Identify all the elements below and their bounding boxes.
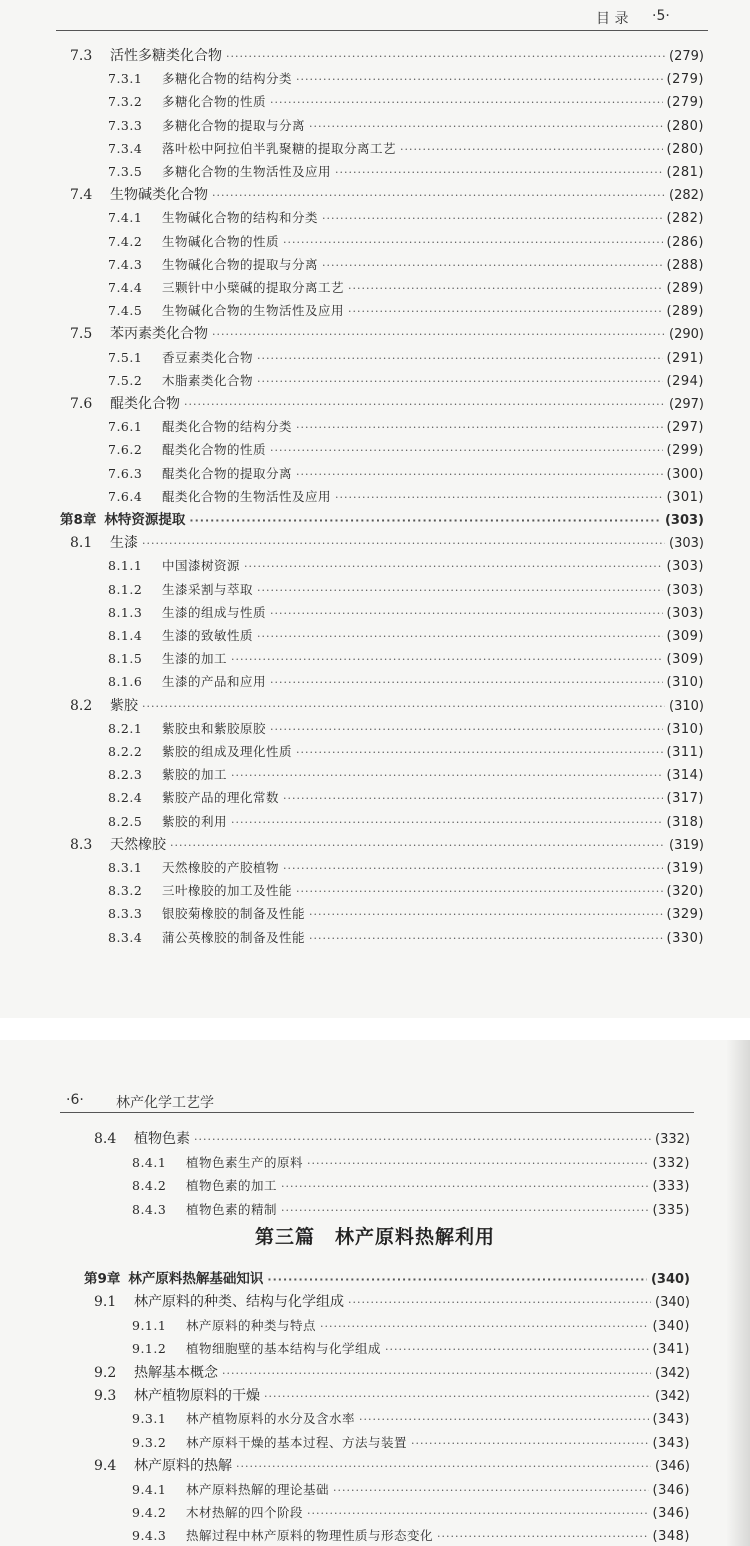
dot-leader <box>400 139 663 161</box>
toc-subsection-entry <box>108 625 704 647</box>
entry-number: 8.4.2 <box>132 1178 167 1193</box>
entry-number: 7.6.4 <box>108 488 143 504</box>
toc-subsection-entry <box>108 486 704 508</box>
toc-section-entry <box>70 323 704 345</box>
entry-title: 多糖化合物的结构分类 <box>162 71 293 87</box>
dot-leader <box>309 928 663 950</box>
toc-subsection-entry <box>108 764 704 786</box>
page-header-number: ·5· <box>652 8 670 24</box>
entry-number: 8.4 <box>94 1131 117 1147</box>
entry-number: 第9章 <box>84 1271 121 1287</box>
entry-title: 生漆的加工 <box>162 651 228 667</box>
entry-number: 8.2.2 <box>108 744 143 759</box>
toc-section-entry <box>70 532 704 554</box>
toc-chapter-entry <box>60 509 704 531</box>
entry-title: 紫胶的组成及理化性质 <box>162 744 293 759</box>
dot-leader <box>212 185 665 207</box>
entry-page: (348) <box>652 1529 690 1545</box>
entry-title: 紫胶虫和紫胶原胶 <box>162 720 267 736</box>
entry-number: 8.4.1 <box>132 1154 167 1170</box>
dot-leader <box>257 580 663 602</box>
dot-leader <box>307 1503 649 1525</box>
entry-page: (303) <box>664 513 704 528</box>
entry-title: 醌类化合物的提取分离 <box>162 465 293 481</box>
toc-subsection-entry <box>108 439 704 461</box>
toc-subsection-entry <box>108 787 704 809</box>
entry-title: 生漆的产品和应用 <box>162 674 267 690</box>
dot-leader <box>257 348 663 370</box>
toc-subsection-entry <box>108 138 704 160</box>
entry-title: 苯丙素类化合物 <box>110 326 208 343</box>
entry-number: 8.1.6 <box>108 674 143 690</box>
entry-number: 8.3.1 <box>108 860 143 875</box>
entry-title: 紫胶 <box>110 697 138 714</box>
entry-title: 紫胶的加工 <box>162 767 228 783</box>
page-header-title: 林产化学工艺学 <box>116 1095 214 1111</box>
entry-page: (299) <box>666 443 704 459</box>
toc-section-entry <box>70 45 704 67</box>
entry-number: 9.4.2 <box>132 1505 167 1520</box>
entry-number: 9.2 <box>94 1364 117 1381</box>
entry-number: 8.4.3 <box>132 1201 167 1217</box>
entry-title: 热解基本概念 <box>134 1364 218 1381</box>
entry-number: 8.1.3 <box>108 604 143 620</box>
entry-page: (279) <box>666 72 704 88</box>
toc-subsection-entry <box>132 1432 690 1454</box>
entry-page: (317) <box>666 791 704 807</box>
entry-page: (297) <box>666 420 704 436</box>
entry-title: 林产原料的种类与特点 <box>186 1317 317 1333</box>
toc-subsection-entry <box>132 1479 690 1501</box>
toc-subsection-entry <box>132 1199 690 1221</box>
dot-leader <box>231 765 663 787</box>
entry-number: 9.4 <box>94 1458 117 1475</box>
entry-page: (330) <box>666 930 704 946</box>
toc-subsection-entry <box>132 1175 690 1197</box>
dot-leader <box>322 255 663 277</box>
toc-subsection-entry <box>108 347 704 369</box>
dot-leader <box>189 510 661 532</box>
entry-page: (297) <box>669 397 704 412</box>
entry-number: 第8章 <box>60 512 97 528</box>
entry-title: 多糖化合物的生物活性及应用 <box>162 164 332 179</box>
entry-page: (303) <box>666 559 704 575</box>
toc-subsection-entry <box>108 579 704 601</box>
entry-number: 7.3.1 <box>108 71 143 87</box>
entry-number: 7.6.1 <box>108 419 143 435</box>
entry-page: (319) <box>666 861 704 876</box>
dot-leader <box>231 812 663 834</box>
page-gap <box>0 1018 750 1040</box>
dot-leader <box>142 696 665 718</box>
entry-page: (319) <box>669 837 704 853</box>
dot-leader <box>270 719 663 741</box>
entry-title: 紫胶的利用 <box>162 813 228 829</box>
dot-leader <box>322 208 663 230</box>
toc-subsection-entry <box>108 231 704 253</box>
entry-title: 植物色素 <box>134 1131 190 1147</box>
dot-leader <box>359 1409 649 1431</box>
dot-leader <box>437 1526 649 1546</box>
entry-title: 植物色素生产的原料 <box>186 1154 304 1170</box>
dot-leader <box>184 394 665 416</box>
page-header-title: 目 录 <box>596 11 629 27</box>
entry-number: 8.1.4 <box>108 628 143 643</box>
dot-leader <box>222 1363 651 1385</box>
entry-number: 7.6 <box>70 396 93 412</box>
entry-page: (279) <box>666 95 704 111</box>
entry-page: (300) <box>666 466 704 482</box>
entry-page: (289) <box>666 281 704 296</box>
toc-subsection-entry <box>108 207 704 229</box>
entry-title: 生物碱化合物的提取与分离 <box>162 256 319 272</box>
dot-leader <box>170 835 665 857</box>
page-header-number: ·6· <box>66 1092 84 1108</box>
entry-number: 8.3.2 <box>108 883 143 899</box>
toc-subsection-entry <box>108 927 704 949</box>
entry-page: (280) <box>666 118 704 134</box>
entry-title: 林产原料热解基础知识 <box>128 1271 264 1287</box>
toc-subsection-entry <box>108 370 704 392</box>
entry-number: 7.6.3 <box>108 465 143 481</box>
entry-number: 8.1.1 <box>108 558 143 574</box>
dot-leader <box>270 92 663 114</box>
entry-title: 醌类化合物 <box>110 396 180 412</box>
toc-subsection-entry <box>108 416 704 438</box>
toc-subsection-entry <box>108 718 704 740</box>
entry-page: (343) <box>652 1435 690 1451</box>
entry-title: 生漆 <box>110 535 138 552</box>
toc-chapter-entry <box>84 1268 690 1290</box>
entry-page: (281) <box>666 165 704 180</box>
toc-subsection-entry <box>132 1338 690 1360</box>
entry-title: 中国漆树资源 <box>162 558 241 574</box>
entry-page: (335) <box>652 1202 690 1218</box>
entry-number: 7.4 <box>70 187 93 204</box>
entry-page: (340) <box>655 1295 690 1311</box>
entry-number: 9.3 <box>94 1388 117 1404</box>
entry-number: 9.4.3 <box>132 1528 167 1544</box>
entry-number: 9.3.1 <box>132 1411 167 1427</box>
toc-subsection-entry <box>108 857 704 879</box>
entry-page: (333) <box>652 1179 690 1194</box>
entry-number: 7.3.4 <box>108 140 143 156</box>
dot-leader <box>348 278 663 300</box>
entry-number: 7.5 <box>70 326 93 343</box>
entry-page: (303) <box>669 536 704 552</box>
toc-subsection-entry <box>108 91 704 113</box>
entry-title: 生物碱化合物的生物活性及应用 <box>162 303 345 319</box>
entry-number: 8.2.5 <box>108 813 143 829</box>
entry-number: 8.1.2 <box>108 581 143 597</box>
toc-subsection-entry <box>108 648 704 670</box>
dot-leader <box>309 904 663 926</box>
entry-page: (282) <box>666 211 704 227</box>
entry-title: 林产原料的种类、结构与化学组成 <box>134 1294 344 1311</box>
toc-section-entry <box>70 393 704 415</box>
entry-title: 生漆的组成与性质 <box>162 604 267 620</box>
dot-leader <box>296 417 663 439</box>
dot-leader <box>281 1176 649 1198</box>
toc-subsection-entry <box>108 741 704 763</box>
header-rule <box>60 1112 694 1113</box>
entry-page: (320) <box>666 884 704 900</box>
entry-number: 7.4.3 <box>108 256 143 272</box>
entry-number: 9.1 <box>94 1294 117 1311</box>
entry-title: 植物色素的加工 <box>186 1178 278 1193</box>
toc-subsection-entry <box>132 1502 690 1524</box>
dot-leader <box>411 1433 649 1455</box>
dot-leader <box>226 46 665 68</box>
toc-subsection-entry <box>132 1152 690 1174</box>
entry-number: 8.2 <box>70 697 93 714</box>
dot-leader <box>307 1153 649 1175</box>
dot-leader <box>212 324 665 346</box>
entry-page: (340) <box>650 1272 690 1287</box>
entry-title: 三叶橡胶的加工及性能 <box>162 883 293 899</box>
toc-section-entry <box>70 184 704 206</box>
dot-leader <box>309 116 663 138</box>
entry-title: 银胶菊橡胶的制备及性能 <box>162 906 306 922</box>
toc-subsection-entry <box>132 1525 690 1546</box>
entry-page: (286) <box>666 234 704 250</box>
entry-page: (341) <box>652 1342 690 1358</box>
toc-subsection-entry <box>108 68 704 90</box>
dot-leader <box>296 69 663 91</box>
toc-section-entry <box>94 1455 690 1477</box>
entry-title: 醌类化合物的结构分类 <box>162 419 293 435</box>
entry-title: 香豆素类化合物 <box>162 349 254 365</box>
entry-title: 生物碱化合物的结构和分类 <box>162 210 319 226</box>
dot-leader <box>244 556 663 578</box>
entry-number: 9.1.1 <box>132 1317 167 1333</box>
toc-section-entry <box>94 1128 690 1150</box>
dot-leader <box>270 672 663 694</box>
toc-section-entry <box>94 1362 690 1384</box>
toc-subsection-entry <box>108 254 704 276</box>
entry-page: (291) <box>666 350 704 366</box>
header-rule <box>56 30 708 31</box>
dot-leader <box>320 1316 649 1338</box>
entry-title: 天然橡胶 <box>110 836 166 853</box>
entry-number: 7.6.2 <box>108 442 143 458</box>
toc-subsection-entry <box>108 811 704 833</box>
entry-title: 木材热解的四个阶段 <box>186 1505 304 1520</box>
entry-page: (332) <box>652 1155 690 1171</box>
toc-subsection-entry <box>108 903 704 925</box>
entry-page: (342) <box>655 1365 690 1381</box>
entry-number: 7.5.2 <box>108 372 143 388</box>
toc-section-entry <box>70 834 704 856</box>
entry-title: 蒲公英橡胶的制备及性能 <box>162 929 306 945</box>
entry-title: 林产原料的热解 <box>134 1458 232 1475</box>
entry-number: 7.3.2 <box>108 94 143 110</box>
toc-subsection-entry <box>108 463 704 485</box>
dot-leader <box>296 464 663 486</box>
entry-title: 生物碱化合物的性质 <box>162 233 280 249</box>
entry-number: 7.4.4 <box>108 280 143 295</box>
dot-leader <box>264 1386 651 1408</box>
entry-number: 7.4.2 <box>108 233 143 249</box>
toc-page-6 <box>0 1040 750 1546</box>
dot-leader <box>257 371 663 393</box>
toc-subsection-entry <box>108 602 704 624</box>
entry-title: 落叶松中阿拉伯半乳聚糖的提取分离工艺 <box>162 140 397 156</box>
entry-title: 多糖化合物的性质 <box>162 94 267 110</box>
entry-page: (294) <box>666 373 704 389</box>
entry-title: 醌类化合物的生物活性及应用 <box>162 488 332 504</box>
dot-leader <box>385 1339 649 1361</box>
dot-leader <box>335 162 663 184</box>
entry-page: (309) <box>666 652 704 668</box>
entry-page: (288) <box>666 257 704 273</box>
entry-page: (346) <box>652 1506 690 1521</box>
entry-number: 8.3 <box>70 836 93 853</box>
entry-number: 8.2.4 <box>108 790 143 806</box>
toc-subsection-entry <box>132 1408 690 1430</box>
entry-page: (340) <box>652 1318 690 1334</box>
dot-leader <box>283 858 663 880</box>
entry-title: 热解过程中林产原料的物理性质与形态变化 <box>186 1528 434 1544</box>
entry-title: 林产原料热解的理论基础 <box>186 1481 330 1497</box>
entry-title: 林产植物原料的水分及含水率 <box>186 1411 356 1427</box>
entry-page: (310) <box>666 721 704 737</box>
entry-title: 生漆的致敏性质 <box>162 628 254 643</box>
entry-number: 8.2.3 <box>108 767 143 783</box>
entry-page: (346) <box>655 1459 690 1475</box>
entry-number: 7.5.1 <box>108 349 143 365</box>
toc-subsection-entry <box>108 671 704 693</box>
entry-page: (332) <box>655 1132 690 1147</box>
entry-page: (303) <box>666 605 704 621</box>
entry-number: 7.3 <box>70 48 93 64</box>
entry-title: 林产原料干燥的基本过程、方法与装置 <box>186 1434 408 1450</box>
entry-page: (280) <box>666 141 704 157</box>
entry-number: 8.1.5 <box>108 651 143 667</box>
entry-page: (309) <box>666 629 704 644</box>
entry-title: 多糖化合物的提取与分离 <box>162 117 306 133</box>
entry-number: 9.4.1 <box>132 1481 167 1497</box>
entry-page: (311) <box>666 745 704 760</box>
toc-subsection-entry <box>108 300 704 322</box>
dot-leader <box>236 1456 651 1478</box>
entry-page: (310) <box>666 675 704 691</box>
dot-leader <box>231 649 663 671</box>
entry-title: 植物色素的精制 <box>186 1201 278 1217</box>
dot-leader <box>267 1269 647 1291</box>
dot-leader <box>281 1200 649 1222</box>
entry-title: 生漆采割与萃取 <box>162 581 254 597</box>
entry-title: 木脂素类化合物 <box>162 372 254 388</box>
entry-page: (346) <box>652 1482 690 1498</box>
entry-title: 林产植物原料的干燥 <box>134 1388 260 1404</box>
entry-number: 7.4.5 <box>108 303 143 319</box>
entry-number: 7.4.1 <box>108 210 143 226</box>
entry-title: 三颗针中小檗碱的提取分离工艺 <box>162 280 345 295</box>
dot-leader <box>194 1129 651 1151</box>
page-edge-shadow <box>726 1040 750 1546</box>
dot-leader <box>296 742 663 764</box>
entry-title: 醌类化合物的性质 <box>162 442 267 458</box>
entry-page: (343) <box>652 1412 690 1428</box>
entry-number: 9.3.2 <box>132 1434 167 1450</box>
entry-page: (303) <box>666 582 704 598</box>
entry-page: (282) <box>669 188 704 204</box>
dot-leader <box>335 487 663 509</box>
toc-subsection-entry <box>108 115 704 137</box>
entry-number: 9.1.2 <box>132 1341 167 1357</box>
entry-page: (314) <box>666 768 704 784</box>
entry-number: 8.3.3 <box>108 906 143 922</box>
toc-section-entry <box>94 1385 690 1407</box>
entry-number: 8.1 <box>70 535 93 552</box>
entry-title: 紫胶产品的理化常数 <box>162 790 280 806</box>
toc-subsection-entry <box>108 555 704 577</box>
entry-page: (289) <box>666 304 704 320</box>
entry-page: (279) <box>669 49 704 64</box>
dot-leader <box>333 1480 649 1502</box>
entry-page: (310) <box>669 698 704 714</box>
toc-subsection-entry <box>108 161 704 183</box>
entry-page: (318) <box>666 814 704 830</box>
toc-subsection-entry <box>108 880 704 902</box>
entry-title: 植物细胞壁的基本结构与化学组成 <box>186 1341 382 1357</box>
dot-leader <box>296 881 663 903</box>
entry-title: 活性多糖类化合物 <box>110 48 222 64</box>
entry-number: 8.3.4 <box>108 929 143 945</box>
dot-leader <box>348 301 663 323</box>
toc-subsection-entry <box>132 1315 690 1337</box>
entry-number: 8.2.1 <box>108 720 143 736</box>
dot-leader <box>283 788 663 810</box>
entry-number: 7.3.5 <box>108 164 143 179</box>
entry-title: 天然橡胶的产胶植物 <box>162 860 280 875</box>
dot-leader <box>283 232 663 254</box>
dot-leader <box>270 603 663 625</box>
entry-page: (329) <box>666 907 704 923</box>
toc-subsection-entry <box>108 277 704 299</box>
dot-leader <box>142 533 665 555</box>
dot-leader <box>348 1292 651 1314</box>
entry-title: 林特资源提取 <box>104 512 186 528</box>
toc-section-entry <box>94 1291 690 1313</box>
dot-leader <box>270 440 663 462</box>
entry-number: 7.3.3 <box>108 117 143 133</box>
entry-page: (290) <box>669 327 704 343</box>
entry-page: (342) <box>655 1389 690 1404</box>
entry-page: (301) <box>666 489 704 505</box>
dot-leader <box>257 626 663 648</box>
toc-section-entry <box>70 695 704 717</box>
part-title: 第三篇 林产原料热解利用 <box>254 1226 495 1248</box>
entry-title: 生物碱类化合物 <box>110 187 208 204</box>
